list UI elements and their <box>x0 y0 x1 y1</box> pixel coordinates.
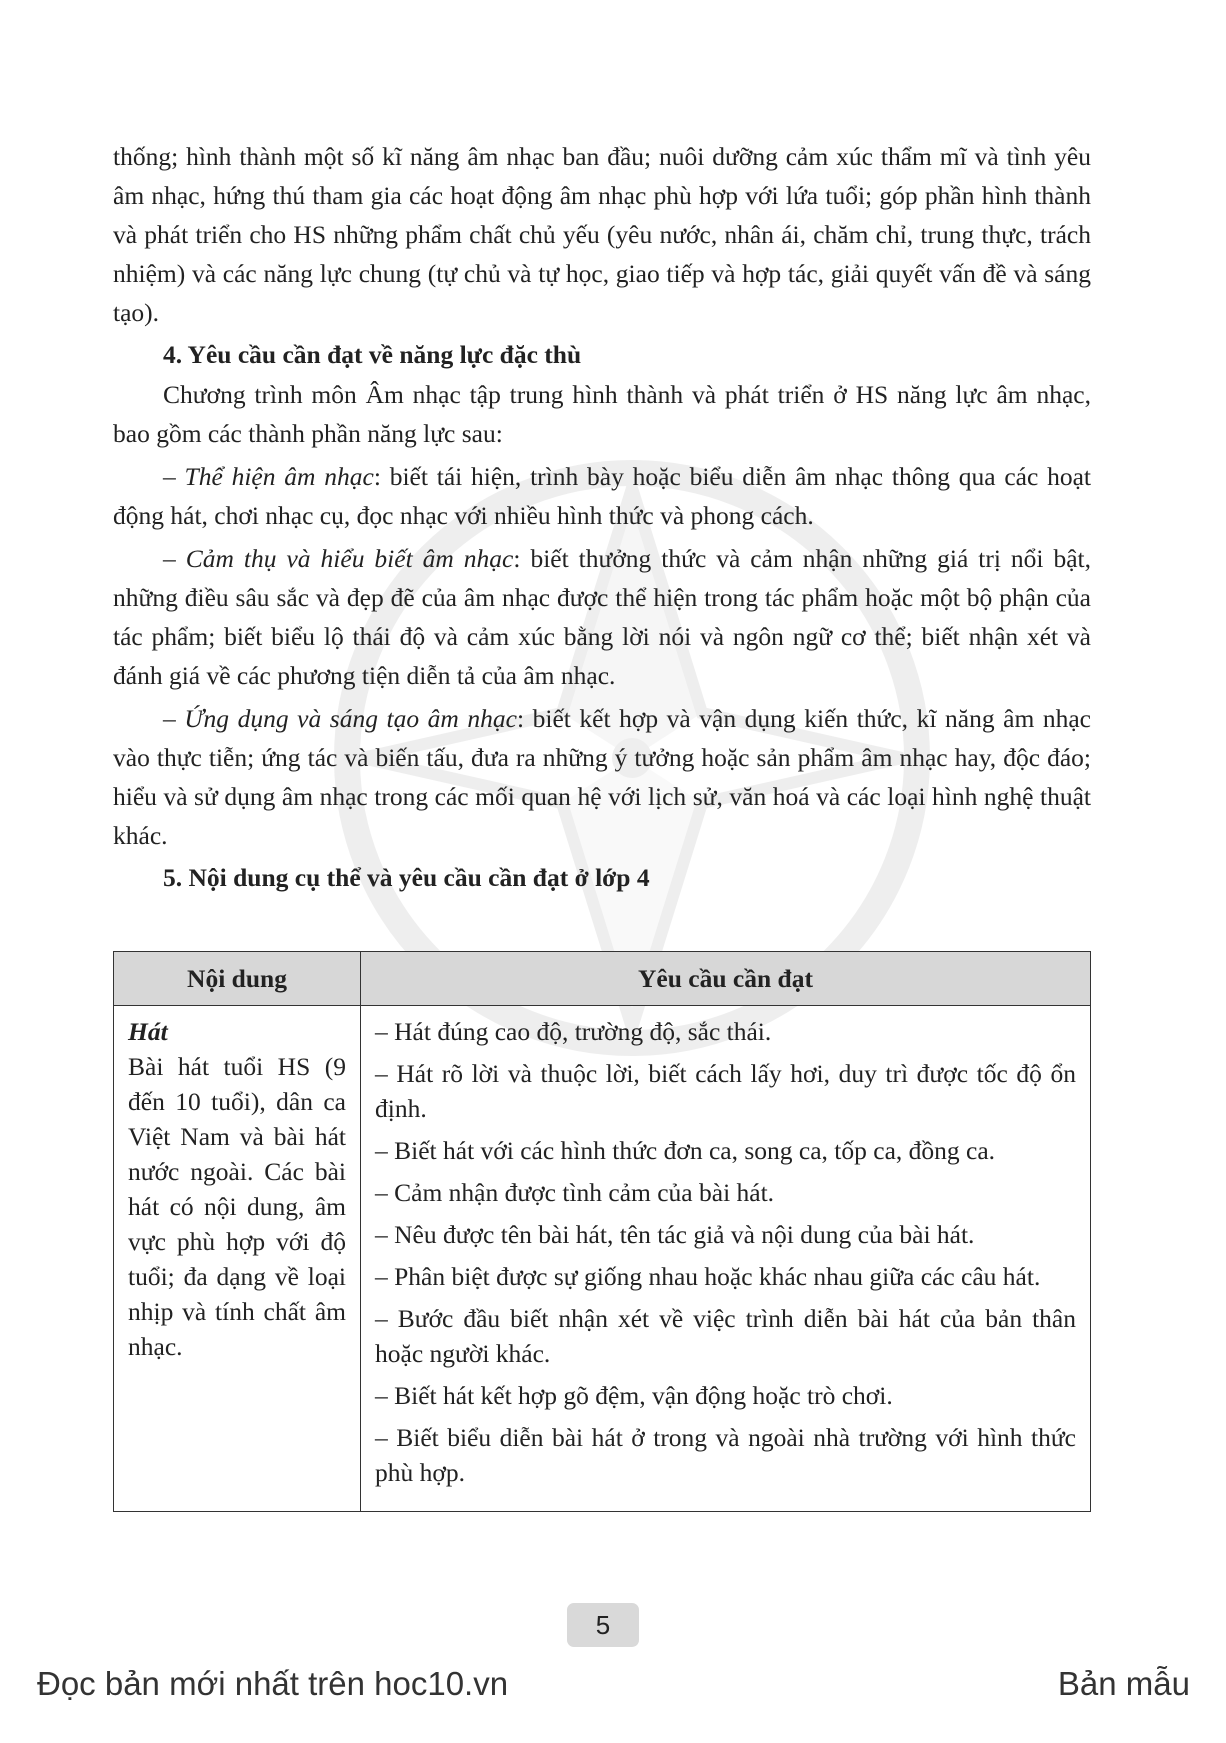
content-title: Hát <box>128 1017 168 1046</box>
requirement-item: – Hát rõ lời và thuộc lời, biết cách lấy hơi, duy trì được tốc độ ổn định. <box>375 1059 1076 1123</box>
requirement-item: – Phân biệt được sự giống nhau hoặc khác nhau giữa các câu hát. <box>375 1262 1041 1291</box>
footer-left-text: Đọc bản mới nhất trên hoc10.vn <box>37 1665 509 1702</box>
table-row <box>114 1006 1091 1512</box>
requirement-item: – Biết biểu diễn bài hát ở trong và ngoài nhà trường với hình thức phù hợp. <box>375 1423 1076 1487</box>
content-description: Bài hát tuổi HS (9 đến 10 tuổi), dân ca Việt Nam và bài hát nước ngoài. Các bài hát có nội dung, âm vực phù hợp với độ tuổi; đa dạng về loại nhịp và tính chất âm nhạc. <box>128 1052 346 1361</box>
requirement-item: – Bước đầu biết nhận xét về việc trình diễn bài hát của bản thân hoặc người khác. <box>375 1304 1076 1368</box>
column-header-requirements: Yêu cầu cần đạt <box>361 952 1091 1006</box>
requirement-item: – Hát đúng cao độ, trường độ, sắc thái. <box>375 1017 772 1046</box>
competency-term: Thể hiện âm nhạc <box>184 462 374 491</box>
section4-intro: Chương trình môn Âm nhạc tập trung hình thành và phát triển ở HS năng lực âm nhạc, bao gồm các thành phần năng lực sau: <box>113 380 1091 448</box>
main-text <box>113 137 1091 898</box>
requirement-item: – Nêu được tên bài hát, tên tác giả và nội dung của bài hát. <box>375 1220 975 1249</box>
competency-bullet: – Ứng dụng và sáng tạo âm nhạc: biết kết hợp và vận dụng kiến thức, kĩ năng âm nhạc vào thực tiễn; ứng tác và biến tấu, đưa ra những ý tưởng hoặc sản phẩm âm nhạc hay, độc đáo; hiểu và sử dụng âm nhạc trong các mối quan hệ với lịch sử, văn hoá và các loại hình nghệ thuật khác. <box>113 704 1091 850</box>
requirements-table <box>113 951 1091 1512</box>
competency-bullet: – Thể hiện âm nhạc: biết tái hiện, trình bày hoặc biểu diễn âm nhạc thông qua các hoạt động hát, chơi nhạc cụ, đọc nhạc với nhiều hình thức và phong cách. <box>113 462 1092 530</box>
requirement-item: – Biết hát với các hình thức đơn ca, song ca, tốp ca, đồng ca. <box>375 1136 996 1165</box>
section5-heading: 5. Nội dung cụ thể và yêu cầu cần đạt ở lớp 4 <box>163 863 650 892</box>
competency-term: Ứng dụng và sáng tạo âm nhạc <box>184 704 517 733</box>
intro-paragraph: thống; hình thành một số kĩ năng âm nhạc ban đầu; nuôi dưỡng cảm xúc thẩm mĩ và tình yêu âm nhạc, hứng thú tham gia các hoạt động âm nhạc phù hợp với lứa tuổi; góp phần hình thành và phát triển cho HS những phẩm chất chủ yếu (yêu nước, nhân ái, chăm chỉ, trung thực, trách nhiệm) và các năng lực chung (tự chủ và tự học, giao tiếp và hợp tác, giải quyết vấn đề và sáng tạo). <box>113 142 1091 327</box>
requirements-cell <box>361 1006 1091 1512</box>
footer-right-text: Bản mẫu <box>1057 1665 1190 1702</box>
page-number: 5 <box>567 1603 639 1647</box>
table-header-row <box>114 952 1091 1006</box>
content-cell <box>114 1006 361 1512</box>
competency-bullet: – Cảm thụ và hiểu biết âm nhạc: biết thưởng thức và cảm nhận những giá trị nổi bật, những điều sâu sắc và đẹp đẽ của âm nhạc được thể hiện trong tác phẩm hoặc một bộ phận của tác phẩm; biết biểu lộ thái độ và cảm xúc bằng lời nói và ngôn ngữ cơ thể; biết nhận xét và đánh giá về các phương tiện diễn tả của âm nhạc. <box>113 544 1092 690</box>
column-header-content: Nội dung <box>114 952 361 1006</box>
requirement-item: – Cảm nhận được tình cảm của bài hát. <box>375 1178 775 1207</box>
requirement-item: – Biết hát kết hợp gõ đệm, vận động hoặc trò chơi. <box>375 1381 893 1410</box>
section4-heading: 4. Yêu cầu cần đạt về năng lực đặc thù <box>163 340 582 369</box>
competency-term: Cảm thụ và hiểu biết âm nhạc <box>185 544 514 573</box>
